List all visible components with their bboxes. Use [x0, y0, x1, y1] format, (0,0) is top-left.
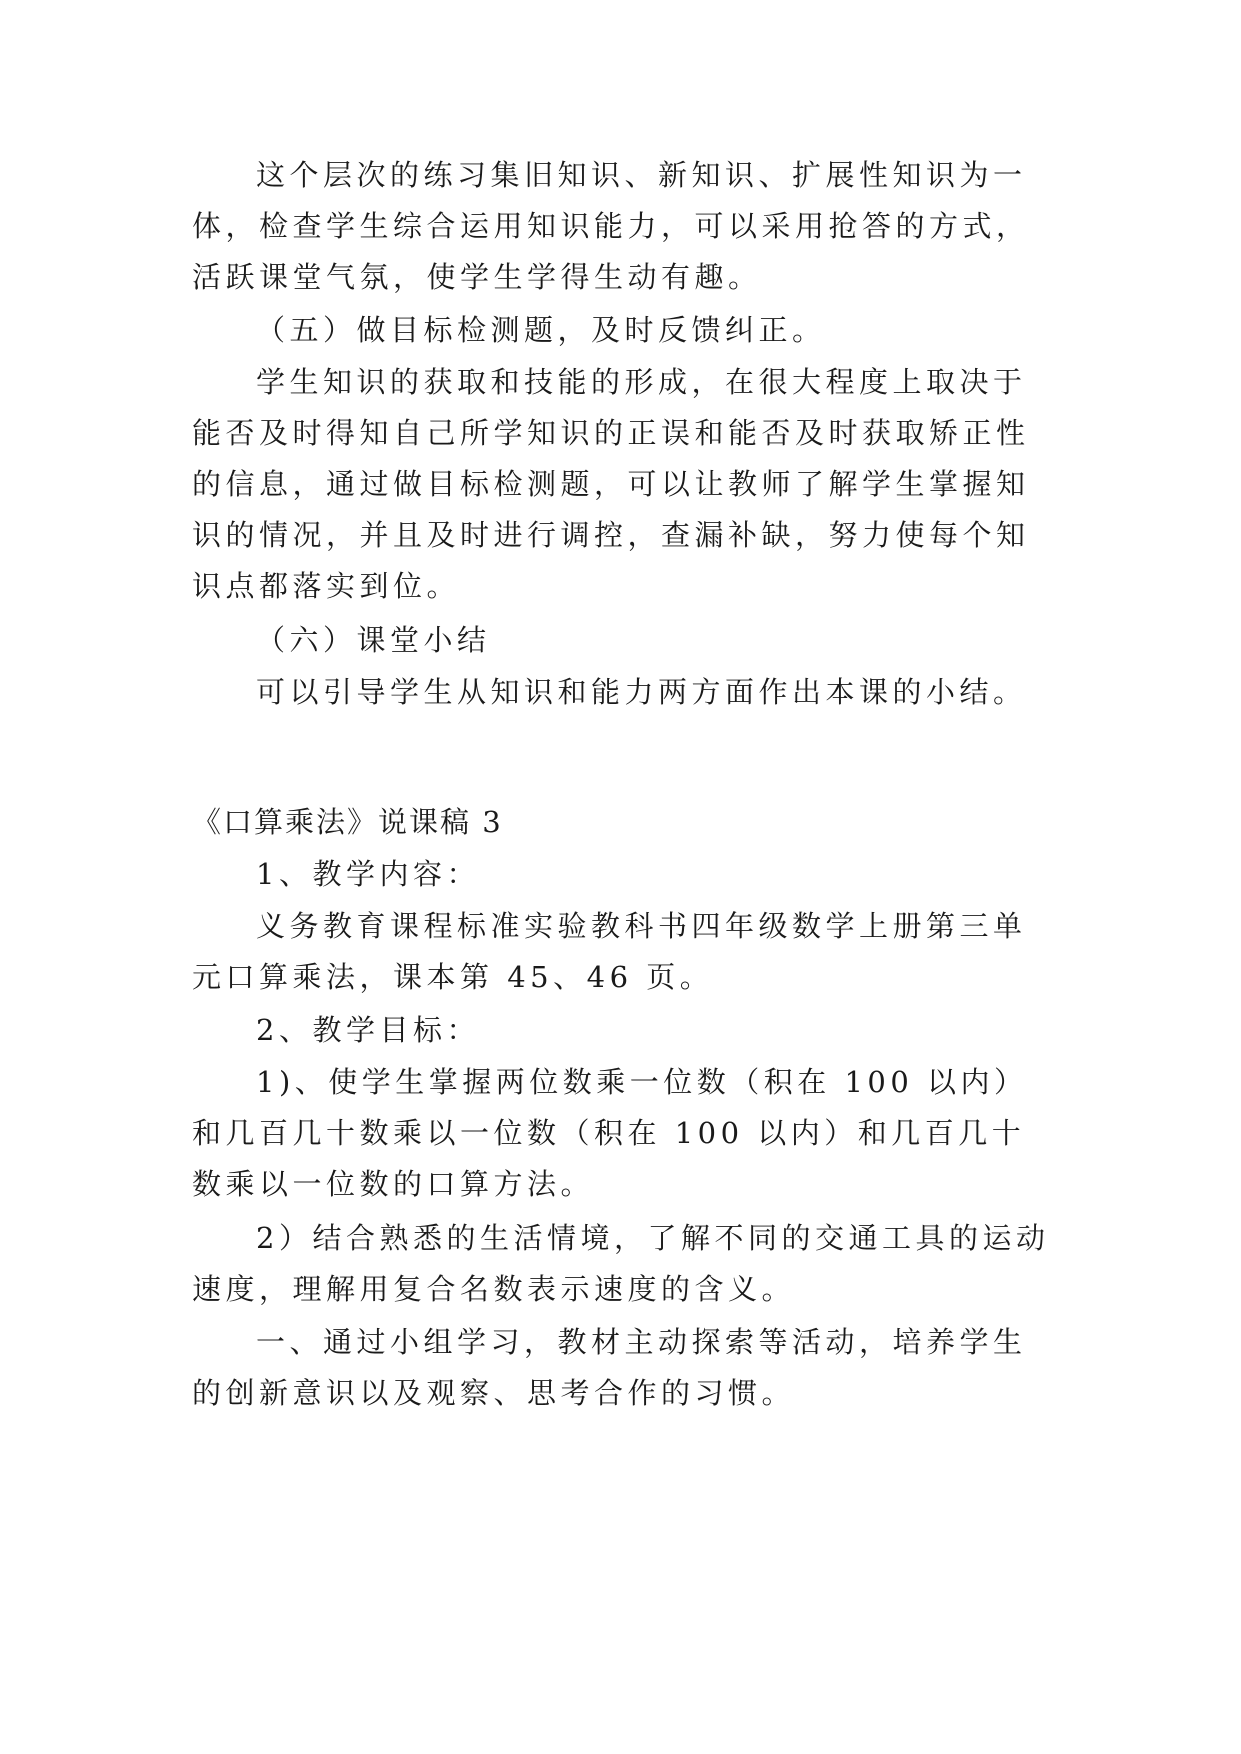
paragraph-content: 义务教育课程标准实验教科书四年级数学上册第三单元口算乘法，课本第 45、46 页。: [192, 909, 1027, 994]
paragraph-target-test: 学生知识的获取和技能的形成，在很大程度上取决于能否及时得知自己所学知识的正误和能否及时获取矫正性的信息，通过做目标检测题，可以让教师了解学生掌握知识的情况，并且及时进行调控，查漏补缺，努力使每个知识点都落实到位。: [192, 365, 1030, 603]
document-title: 《口算乘法》说课稿 3: [192, 805, 503, 839]
paragraph-summary: 可以引导学生从知识和能力两方面作出本课的小结。: [256, 675, 1027, 709]
section-heading-six: （六）课堂小结: [256, 623, 491, 657]
paragraph-goal-one: 1)、使学生掌握两位数乘一位数（积在 100 以内）和几百几十数乘以一位数（积在 100 以内）和几百几十数乘以一位数的口算方法。: [192, 1065, 1028, 1201]
section-heading-content: 1、教学内容：: [256, 857, 480, 891]
paragraph-goal-three: 一、通过小组学习，教材主动探索等活动，培养学生的创新意识以及观察、思考合作的习惯。: [192, 1325, 1027, 1410]
paragraph-practice-levels: 这个层次的练习集旧知识、新知识、扩展性知识为一体，检查学生综合运用知识能力，可以采用抢答的方式，活跃课堂气氛，使学生学得生动有趣。: [192, 158, 1030, 294]
section-heading-five: （五）做目标检测题，及时反馈纠正。: [256, 313, 826, 347]
section-heading-goals: 2、教学目标：: [256, 1013, 480, 1047]
paragraph-goal-two: 2）结合熟悉的生活情境，了解不同的交通工具的运动速度，理解用复合名数表示速度的含义。: [192, 1221, 1050, 1306]
